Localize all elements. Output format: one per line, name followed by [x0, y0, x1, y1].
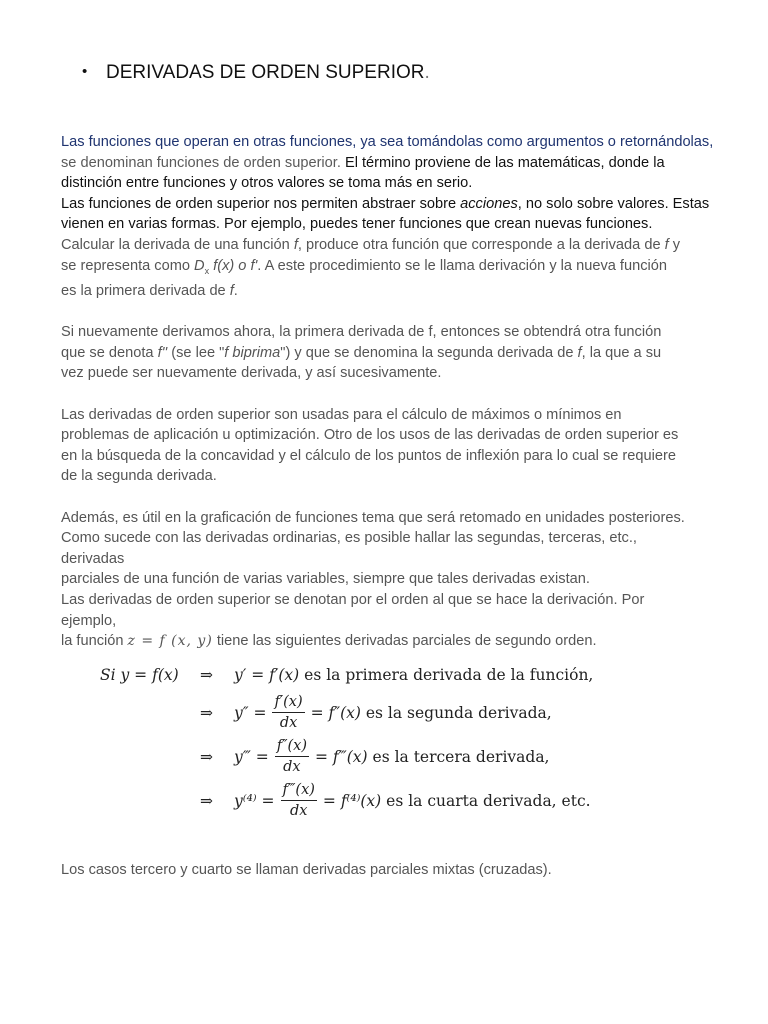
- para5-line1: Además, es útil en la graficación de funciones tema que será retomado en unidades posteriores.: [61, 509, 685, 526]
- formula-text: es la segunda derivada,: [365, 703, 552, 722]
- para1-line4-em: acciones: [460, 195, 518, 212]
- p2l3f: f: [229, 283, 234, 300]
- p2l1b: , produce otra función que corresponde a la derivada de: [297, 236, 665, 253]
- p3l2a: que se denota: [61, 344, 158, 361]
- formula-row-3: [100, 738, 550, 775]
- spacer: [61, 487, 741, 508]
- closing-text: Los casos tercero y cuarto se llaman derivadas parciales mixtas (cruzadas).: [61, 861, 552, 878]
- para1-line2-black: El término proviene de las matemáticas, donde la: [340, 154, 665, 171]
- formula-text: es la cuarta derivada, etc.: [386, 791, 591, 810]
- para1-line4: [61, 194, 741, 215]
- para4-line1: Las derivadas de orden superior son usadas para el cálculo de máximos o mínimos en: [61, 406, 622, 423]
- para1-line4-a: Las funciones de orden superior nos permiten abstraer sobre: [61, 195, 461, 212]
- formula-text: es la tercera derivada,: [372, 747, 550, 766]
- p2l3a: es la primera derivada de: [61, 283, 230, 300]
- inline-math: z = f (x, y): [127, 633, 213, 650]
- fraction-numerator: f′(x): [272, 694, 304, 713]
- para5-line3: derivadas: [61, 550, 125, 567]
- p5l7a: la función: [61, 633, 128, 650]
- p3l2em: f biprima: [224, 344, 281, 361]
- fraction-denominator: dx: [279, 715, 298, 731]
- p2l2a: se representa como: [61, 257, 195, 274]
- p2l2sub: x: [204, 265, 210, 276]
- p3l2c: ") y que se denomina la segunda derivada de: [280, 344, 578, 361]
- formula-expr: y′ = f′(x): [234, 666, 300, 684]
- heading-title: DERIVADAS DE ORDEN SUPERIOR: [106, 62, 425, 83]
- para1-line2: [61, 153, 741, 174]
- p2l3b: .: [233, 283, 238, 300]
- para4-line4: de la segunda derivada.: [61, 468, 217, 485]
- fraction: [275, 738, 309, 775]
- fraction-denominator: dx: [283, 759, 301, 775]
- formula-rhs: = f″(x): [310, 703, 361, 722]
- para2-line3: [61, 281, 741, 302]
- formula-lhs: y″ =: [234, 703, 267, 722]
- formula-row-4: [100, 782, 591, 819]
- formula-rhs: = f‴(x): [315, 747, 368, 766]
- implies-icon: ⇒: [200, 703, 213, 722]
- para1-line1: Las funciones que operan en otras funciones, ya sea tomándolas como argumentos o retornándolas,: [61, 134, 714, 150]
- para1-line5: vienen en varias formas. Por ejemplo, puedes tener funciones que crean nuevas funciones.: [61, 216, 653, 233]
- para1-line3: distinción entre funciones y otros valores se toma más en serio.: [61, 175, 473, 192]
- fraction-numerator: f″(x): [275, 738, 309, 757]
- spacer: [61, 302, 741, 323]
- para3-line2: [61, 343, 741, 364]
- p3l2f2: f: [577, 344, 582, 361]
- para3-line3: vez puede ser nuevamente derivada, y así sucesivamente.: [61, 365, 442, 382]
- formula-row-2: [100, 694, 552, 731]
- fraction-numerator: f‴(x): [281, 782, 317, 801]
- p2l2b: f(x) o f': [209, 257, 258, 274]
- formula-rhs: = f⁽⁴⁾(x): [322, 791, 382, 810]
- para5-line7: [61, 631, 741, 652]
- fraction: [272, 694, 304, 731]
- p2l1c: y: [668, 236, 681, 253]
- fraction: [281, 782, 317, 819]
- p2l1a: Calcular la derivada de una función: [61, 236, 294, 253]
- para1-line4-b: , no solo sobre valores. Estas: [517, 195, 710, 212]
- p2l2c: . A este procedimiento se le llama derivación y la nueva función: [257, 257, 667, 274]
- p2l1f: f: [293, 236, 298, 253]
- bullet-icon: •: [82, 63, 88, 80]
- para2-line2: [61, 256, 741, 282]
- fraction-denominator: dx: [289, 803, 308, 819]
- para4-line2: problemas de aplicación u optimización. Otro de los usos de las derivadas de orden superior es: [61, 427, 679, 444]
- formula-lhs: y⁽⁴⁾ =: [234, 791, 275, 810]
- para5-line5: Las derivadas de orden superior se denotan por el orden al que se hace la derivación. Por: [61, 591, 645, 608]
- implies-icon: ⇒: [200, 791, 213, 810]
- para5-line4: parciales de una función de varias variables, siempre que tales derivadas existan.: [61, 571, 590, 588]
- heading-trail: .: [424, 62, 430, 83]
- para1-line2-grey: se denominan funciones de orden superior.: [61, 154, 341, 171]
- spacer: [61, 384, 741, 405]
- body-text: [61, 132, 741, 652]
- p3l2d: , la que a su: [581, 344, 662, 361]
- section-heading: [82, 62, 430, 84]
- formula-lead: Si y = f(x): [100, 666, 179, 684]
- formula-text: es la primera derivada de la función,: [304, 666, 594, 684]
- p2l2d: D: [194, 257, 205, 274]
- para2-line1: [61, 235, 741, 256]
- formula-row-1: [100, 666, 593, 684]
- p5l7b: tiene las siguientes derivadas parciales de segundo orden.: [212, 633, 597, 650]
- p3l2f: f'': [157, 344, 168, 361]
- p2l1f2: f: [664, 236, 669, 253]
- para5-line6: ejemplo,: [61, 612, 117, 629]
- para5-line2: Como sucede con las derivadas ordinarias, es posible hallar las segundas, terceras, etc.,: [61, 530, 637, 547]
- para3-line1: Si nuevamente derivamos ahora, la primera derivada de f, entonces se obtendrá otra función: [61, 324, 662, 341]
- p3l2b: (se lee ": [167, 344, 225, 361]
- implies-icon: ⇒: [200, 666, 213, 684]
- para4-line3: en la búsqueda de la concavidad y el cálculo de los puntos de inflexión para lo cual se requiere: [61, 447, 676, 464]
- formula-lhs: y‴ =: [234, 747, 269, 766]
- implies-icon: ⇒: [200, 747, 213, 766]
